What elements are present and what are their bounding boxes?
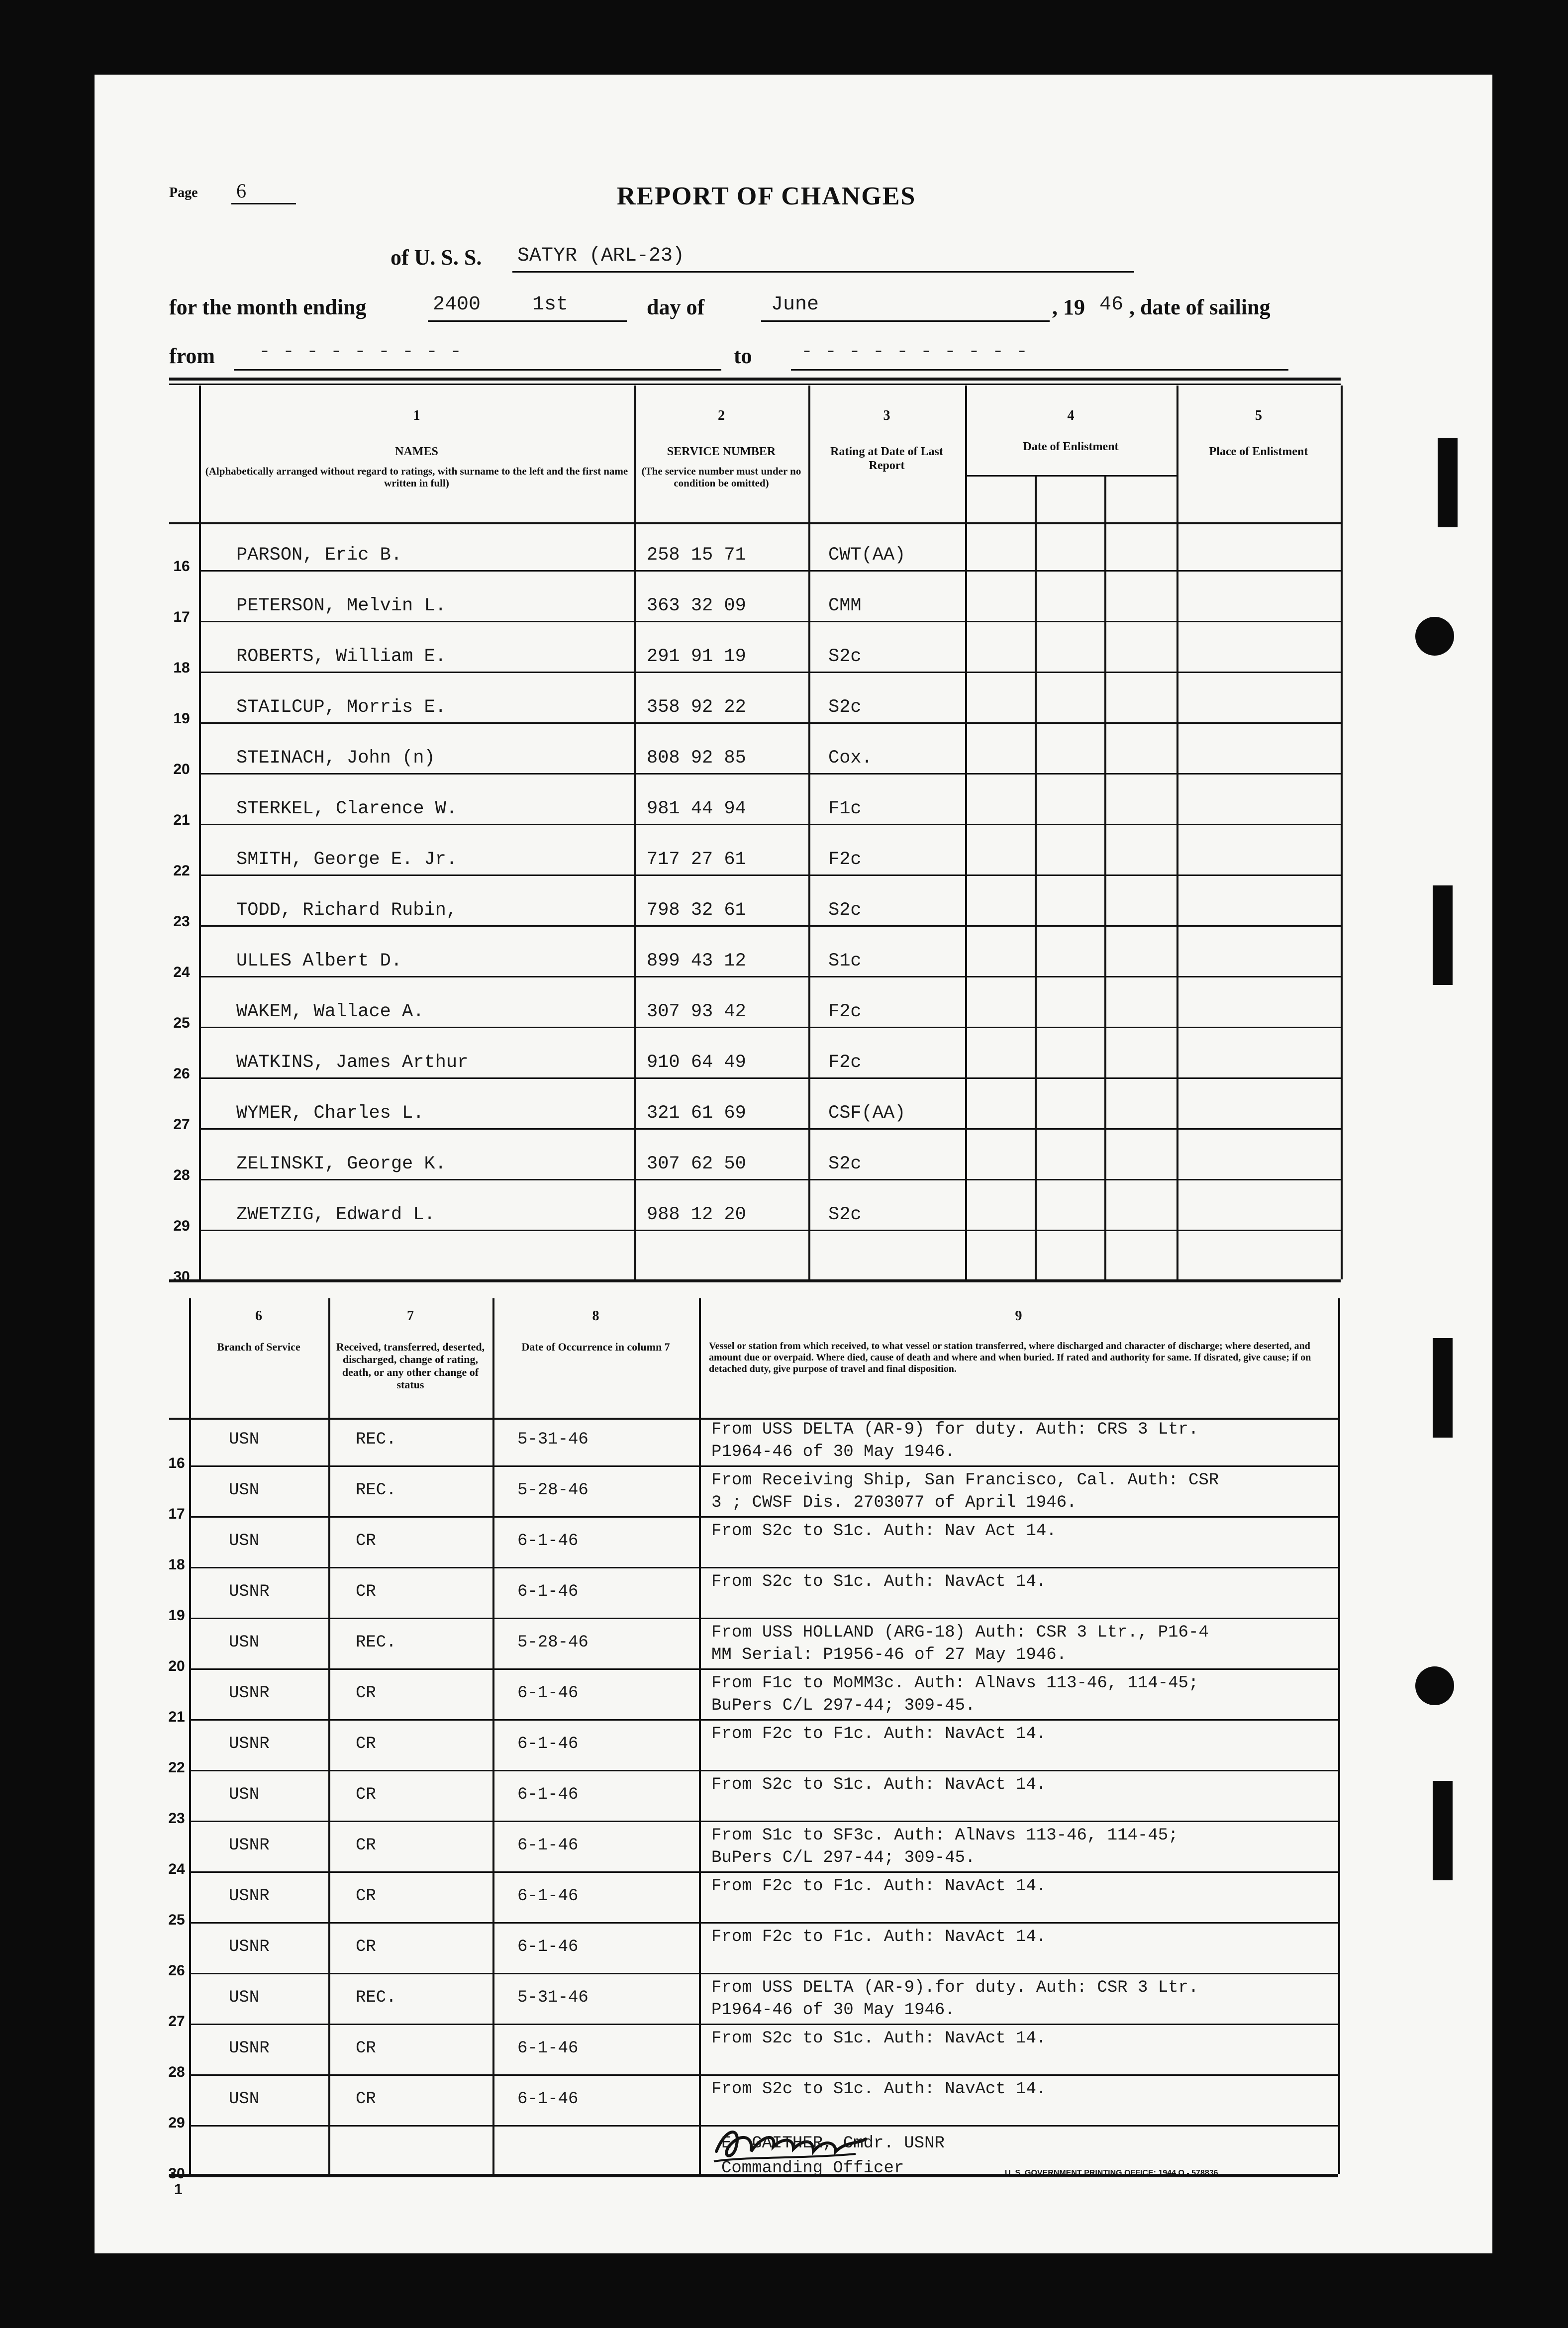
row-rule	[199, 925, 1341, 927]
branch-cell: USN	[229, 1430, 260, 1449]
bottom-table-column-line	[492, 1298, 494, 2174]
name-cell: STERKEL, Clarence W.	[236, 798, 458, 819]
date-cell: 6-1-46	[517, 2039, 579, 2058]
row-line-number: 28	[173, 1167, 190, 1183]
remarks-line-2: BuPers C/L 297-44; 309-45.	[711, 1848, 976, 1867]
row-line-number: 26	[168, 1962, 185, 1979]
column-number: 5	[1255, 408, 1262, 423]
rating-cell: S2c	[828, 900, 862, 921]
branch-cell: USNR	[229, 1684, 270, 1703]
service-number-cell: 321 61 69	[647, 1103, 746, 1124]
service-number-cell: 307 93 42	[647, 1001, 746, 1022]
row-rule	[189, 2074, 1338, 2076]
remarks-line-2: P1964-46 of 30 May 1946.	[711, 1443, 955, 1461]
row-rule	[189, 2024, 1338, 2025]
remarks-line-2: BuPers C/L 297-44; 309-45.	[711, 1696, 976, 1715]
row-line-number: 17	[173, 609, 190, 625]
punch-hole	[1415, 1666, 1454, 1705]
date-cell: 6-1-46	[517, 1582, 579, 1601]
row-rule	[199, 1179, 1341, 1180]
column-note: (The service number must under no condition be omitted)	[641, 465, 801, 489]
date-cell: 5-31-46	[517, 1988, 588, 2007]
column-number: 1	[413, 408, 420, 423]
status-cell: REC.	[356, 1633, 396, 1652]
top-table-top-rule	[169, 384, 1341, 385]
column-title: NAMES	[395, 445, 438, 458]
date-cell: 6-1-46	[517, 1887, 579, 1906]
name-cell: ULLES Albert D.	[236, 951, 402, 971]
row-line-number: 23	[173, 913, 190, 930]
enlistment-subrule	[965, 475, 1176, 477]
remarks-line-1: From F2c to F1c. Auth: NavAct 14.	[711, 1877, 1047, 1896]
service-number-cell: 808 92 85	[647, 748, 746, 769]
name-cell: PETERSON, Melvin L.	[236, 595, 446, 616]
row-line-number: 19	[168, 1607, 185, 1624]
bottom-table-column-line	[1338, 1298, 1340, 2174]
day-of-label: day of	[647, 295, 705, 319]
date-cell: 6-1-46	[517, 2090, 579, 2109]
name-cell: SMITH, George E. Jr.	[236, 849, 458, 870]
month-ending-time: 2400	[433, 293, 481, 316]
branch-cell: USNR	[229, 2039, 270, 2058]
row-line-number: 26	[173, 1066, 190, 1082]
month-value: June	[771, 293, 819, 316]
row-rule	[189, 1922, 1338, 1924]
column-note: (Alphabetically arranged without regard to ratings, with surname to the left and the first name written in full)	[205, 465, 628, 489]
bottom-table-column-line	[189, 1298, 191, 2174]
remarks-line-2: MM Serial: P1956-46 of 27 May 1946.	[711, 1646, 1067, 1664]
row-rule	[189, 1516, 1338, 1518]
branch-cell: USN	[229, 1633, 260, 1652]
branch-cell: USN	[229, 1532, 260, 1551]
date-cell: 5-31-46	[517, 1430, 588, 1449]
remarks-line-1: From S2c to S1c. Auth: NavAct 14.	[711, 2029, 1047, 2048]
punch-hole	[1415, 617, 1454, 656]
status-cell: CR	[356, 1836, 376, 1855]
row-line-number: 25	[173, 1015, 190, 1031]
branch-cell: USN	[229, 1988, 260, 2007]
top-table-column-line	[1176, 386, 1178, 1279]
rating-cell: S2c	[828, 1204, 862, 1225]
row-rule	[199, 773, 1341, 775]
top-table-header-rule	[169, 522, 1341, 524]
remarks-line-1: From F2c to F1c. Auth: NavAct 14.	[711, 1725, 1047, 1744]
date-cell: 6-1-46	[517, 1532, 579, 1551]
column-title: Received, transferred, deserted, discharged, change of rating, death, or any other change of status	[336, 1341, 485, 1391]
rating-cell: S1c	[828, 951, 862, 971]
row-line-number: 28	[168, 2064, 185, 2080]
rating-cell: F2c	[828, 849, 862, 870]
status-cell: CR	[356, 2039, 376, 2058]
to-value: - - - - - - - - - -	[801, 341, 1028, 363]
top-table-column-line	[808, 386, 810, 1279]
row-rule	[189, 1871, 1338, 1873]
row-rule	[199, 976, 1341, 977]
row-line-number: 22	[173, 863, 190, 879]
service-number-cell: 988 12 20	[647, 1204, 746, 1225]
rating-cell: S2c	[828, 646, 862, 667]
month-ending-label: for the month ending	[169, 295, 367, 319]
row-line-number: 18	[173, 660, 190, 676]
column-title: Date of Occurrence in column 7	[521, 1341, 670, 1353]
rating-cell: CMM	[828, 595, 862, 616]
service-number-cell: 363 32 09	[647, 595, 746, 616]
status-cell: CR	[356, 1785, 376, 1804]
row-rule	[199, 570, 1341, 572]
status-cell: CR	[356, 1938, 376, 1956]
branch-cell: USNR	[229, 1836, 270, 1855]
row-rule	[189, 1567, 1338, 1568]
column-title: Place of Enlistment	[1209, 445, 1308, 458]
service-number-cell: 798 32 61	[647, 900, 746, 921]
row-rule	[189, 1719, 1338, 1721]
column-number: 4	[1067, 408, 1075, 423]
status-cell: REC.	[356, 1481, 396, 1500]
remarks-line-1: From S1c to SF3c. Auth: AlNavs 113-46, 114-45;	[711, 1826, 1178, 1845]
rating-cell: Cox.	[828, 748, 873, 769]
status-cell: CR	[356, 1532, 376, 1551]
date-cell: 5-28-46	[517, 1481, 588, 1500]
rating-cell: CWT(AA)	[828, 545, 906, 566]
row-rule	[189, 1668, 1338, 1670]
name-cell: STEINACH, John (n)	[236, 748, 435, 769]
service-number-cell: 899 43 12	[647, 951, 746, 971]
date-cell: 6-1-46	[517, 1836, 579, 1855]
row-rule	[199, 824, 1341, 825]
column-number: 3	[883, 408, 890, 423]
branch-cell: USNR	[229, 1735, 270, 1753]
row-line-number: 27	[173, 1116, 190, 1133]
name-cell: WAKEM, Wallace A.	[236, 1001, 424, 1022]
row-line-number: 24	[173, 964, 190, 980]
row-rule	[199, 1230, 1341, 1231]
row-line-number: 24	[168, 1861, 185, 1877]
row-line-number: 20	[173, 761, 190, 777]
remarks-line-1: From F2c to F1c. Auth: NavAct 14.	[711, 1928, 1047, 1946]
row-line-number: 21	[173, 812, 190, 828]
row-rule	[199, 621, 1341, 622]
row-line-number: 30	[173, 1268, 190, 1285]
column-title: Branch of Service	[217, 1341, 300, 1353]
branch-cell: USNR	[229, 1582, 270, 1601]
remarks-line-1: From Receiving Ship, San Francisco, Cal. Auth: CSR	[711, 1471, 1219, 1490]
row-line-number: 16	[168, 1455, 185, 1471]
name-cell: STAILCUP, Morris E.	[236, 697, 446, 718]
row-line-number: 29	[168, 2115, 185, 2131]
year-suffix: 46	[1099, 293, 1124, 316]
bottom-table-header-rule	[169, 1418, 1338, 1420]
rating-cell: S2c	[828, 1154, 862, 1174]
name-cell: WATKINS, James Arthur	[236, 1052, 469, 1073]
row-line-number: 22	[168, 1759, 185, 1776]
row-rule	[199, 1128, 1341, 1130]
date-cell: 5-28-46	[517, 1633, 588, 1652]
row-line-number: 19	[173, 710, 190, 727]
branch-cell: USN	[229, 1785, 260, 1804]
row-line-number: 16	[173, 558, 190, 575]
rating-cell: S2c	[828, 697, 862, 718]
bottom-table-column-line	[328, 1298, 330, 2174]
status-cell: CR	[356, 2090, 376, 2109]
signature-name: E. GAITHER, Cmdr. USNR	[721, 2134, 945, 2153]
binder-tab	[1433, 885, 1453, 985]
remarks-line-2: 3 ; CWSF Dis. 2703077 of April 1946.	[711, 1493, 1077, 1512]
date-cell: 6-1-46	[517, 1938, 579, 1956]
date-of-sailing-label: , date of sailing	[1129, 295, 1271, 319]
printing-office-note: U. S. GOVERNMENT PRINTING OFFICE: 1944 O - 578836	[1005, 2169, 1218, 2177]
date-cell: 6-1-46	[517, 1735, 579, 1753]
row-line-number: 23	[168, 1810, 185, 1827]
column-title: Date of Enlistment	[1023, 440, 1119, 453]
row-rule	[189, 1770, 1338, 1771]
name-cell: ZWETZIG, Edward L.	[236, 1204, 435, 1225]
remarks-line-1: From USS DELTA (AR-9).for duty. Auth: CSR 3 Ltr.	[711, 1978, 1199, 1997]
name-cell: PARSON, Eric B.	[236, 545, 402, 566]
to-label: to	[734, 344, 752, 368]
remarks-line-1: From S2c to S1c. Auth: NavAct 14.	[711, 1775, 1047, 1794]
binder-tab	[1433, 1338, 1453, 1438]
status-cell: REC.	[356, 1430, 396, 1449]
binder-tab	[1438, 438, 1458, 527]
branch-cell: USN	[229, 2090, 260, 2109]
service-number-cell: 981 44 94	[647, 798, 746, 819]
row-rule	[199, 874, 1341, 876]
name-cell: ROBERTS, William E.	[236, 646, 446, 667]
row-rule	[199, 1027, 1341, 1028]
footer-left-mark: 1	[174, 2181, 183, 2198]
row-rule	[189, 1618, 1338, 1619]
row-rule	[199, 1280, 1341, 1282]
service-number-cell: 717 27 61	[647, 849, 746, 870]
remarks-line-1: From S2c to S1c. Auth: Nav Act 14.	[711, 1522, 1057, 1541]
row-rule	[199, 722, 1341, 724]
service-number-cell: 358 92 22	[647, 697, 746, 718]
page-number: 6	[236, 180, 246, 202]
name-cell: ZELINSKI, George K.	[236, 1154, 446, 1174]
column-title: Rating at Date of Last Report	[830, 445, 943, 472]
branch-cell: USNR	[229, 1938, 270, 1956]
column-number: 7	[407, 1308, 414, 1324]
rating-cell: F2c	[828, 1001, 862, 1022]
status-cell: CR	[356, 1582, 376, 1601]
ship-name: SATYR (ARL-23)	[517, 245, 685, 267]
remarks-line-1: From F1c to MoMM3c. Auth: AlNavs 113-46, 114-45;	[711, 1674, 1199, 1693]
column-number: 8	[592, 1308, 599, 1324]
row-line-number: 29	[173, 1218, 190, 1234]
row-rule	[199, 1077, 1341, 1079]
rating-cell: F1c	[828, 798, 862, 819]
row-line-number: 17	[168, 1506, 185, 1522]
remarks-line-2: P1964-46 of 30 May 1946.	[711, 2001, 955, 2020]
page-label: Page	[169, 185, 198, 200]
from-label: from	[169, 344, 215, 368]
year-prefix: , 19	[1052, 295, 1085, 319]
row-line-number: 18	[168, 1556, 185, 1573]
row-rule	[199, 672, 1341, 673]
branch-cell: USNR	[229, 1887, 270, 1906]
date-cell: 6-1-46	[517, 1785, 579, 1804]
signature-title: Commanding Officer	[721, 2159, 904, 2178]
report-page	[95, 75, 1492, 2253]
remarks-line-1: From S2c to S1c. Auth: NavAct 14.	[711, 2080, 1047, 2099]
column-title: SERVICE NUMBER	[667, 445, 776, 458]
remarks-line-1: From S2c to S1c. Auth: NavAct 14.	[711, 1572, 1047, 1591]
name-cell: TODD, Richard Rubin,	[236, 900, 458, 921]
row-line-number: 27	[168, 2013, 185, 2030]
binder-tab	[1433, 1781, 1453, 1880]
status-cell: CR	[356, 1684, 376, 1703]
month-ending-day: 1st	[532, 293, 569, 316]
top-table-column-line	[634, 386, 636, 1279]
report-title: REPORT OF CHANGES	[617, 182, 916, 210]
service-number-cell: 910 64 49	[647, 1052, 746, 1073]
branch-cell: USN	[229, 1481, 260, 1500]
row-rule	[189, 1973, 1338, 1974]
row-line-number: 30	[168, 2165, 185, 2182]
column-number: 2	[718, 408, 725, 423]
service-number-cell: 307 62 50	[647, 1154, 746, 1174]
service-number-cell: 291 91 19	[647, 646, 746, 667]
enlistment-subline	[1035, 475, 1037, 1279]
top-table-column-line	[199, 386, 201, 1279]
row-rule	[189, 1465, 1338, 1467]
date-cell: 6-1-46	[517, 1684, 579, 1703]
top-table-top-rule	[169, 378, 1341, 381]
remarks-line-1: From USS HOLLAND (ARG-18) Auth: CSR 3 Ltr., P16-4	[711, 1623, 1209, 1642]
status-cell: CR	[356, 1735, 376, 1753]
row-rule	[189, 1821, 1338, 1822]
remarks-line-1: From USS DELTA (AR-9) for duty. Auth: CRS 3 Ltr.	[711, 1420, 1199, 1439]
bottom-table-column-line	[699, 1298, 701, 2174]
of-uss-label: of U. S. S.	[391, 245, 482, 270]
row-line-number: 20	[168, 1658, 185, 1674]
rating-cell: F2c	[828, 1052, 862, 1073]
service-number-cell: 258 15 71	[647, 545, 746, 566]
enlistment-subline	[1104, 475, 1106, 1279]
from-value: - - - - - - - - -	[259, 341, 462, 363]
row-line-number: 21	[168, 1709, 185, 1725]
top-table-column-line	[1341, 386, 1343, 1279]
rating-cell: CSF(AA)	[828, 1103, 906, 1124]
column-number: 9	[1015, 1308, 1022, 1324]
row-line-number: 25	[168, 1912, 185, 1928]
column-number: 6	[255, 1308, 262, 1324]
status-cell: REC.	[356, 1988, 396, 2007]
column-title: Vessel or station from which received, to what vessel or station transferred, where discharged and character of discharge; where deserted, and amount due or overpaid. Where died, cause of death and where and when buried. If rated and authority for same. If disrated, give cause; if on detached duty, give purpose of travel and final disposition.	[709, 1341, 1311, 1374]
status-cell: CR	[356, 1887, 376, 1906]
top-table-column-line	[965, 386, 967, 1279]
name-cell: WYMER, Charles L.	[236, 1103, 424, 1124]
